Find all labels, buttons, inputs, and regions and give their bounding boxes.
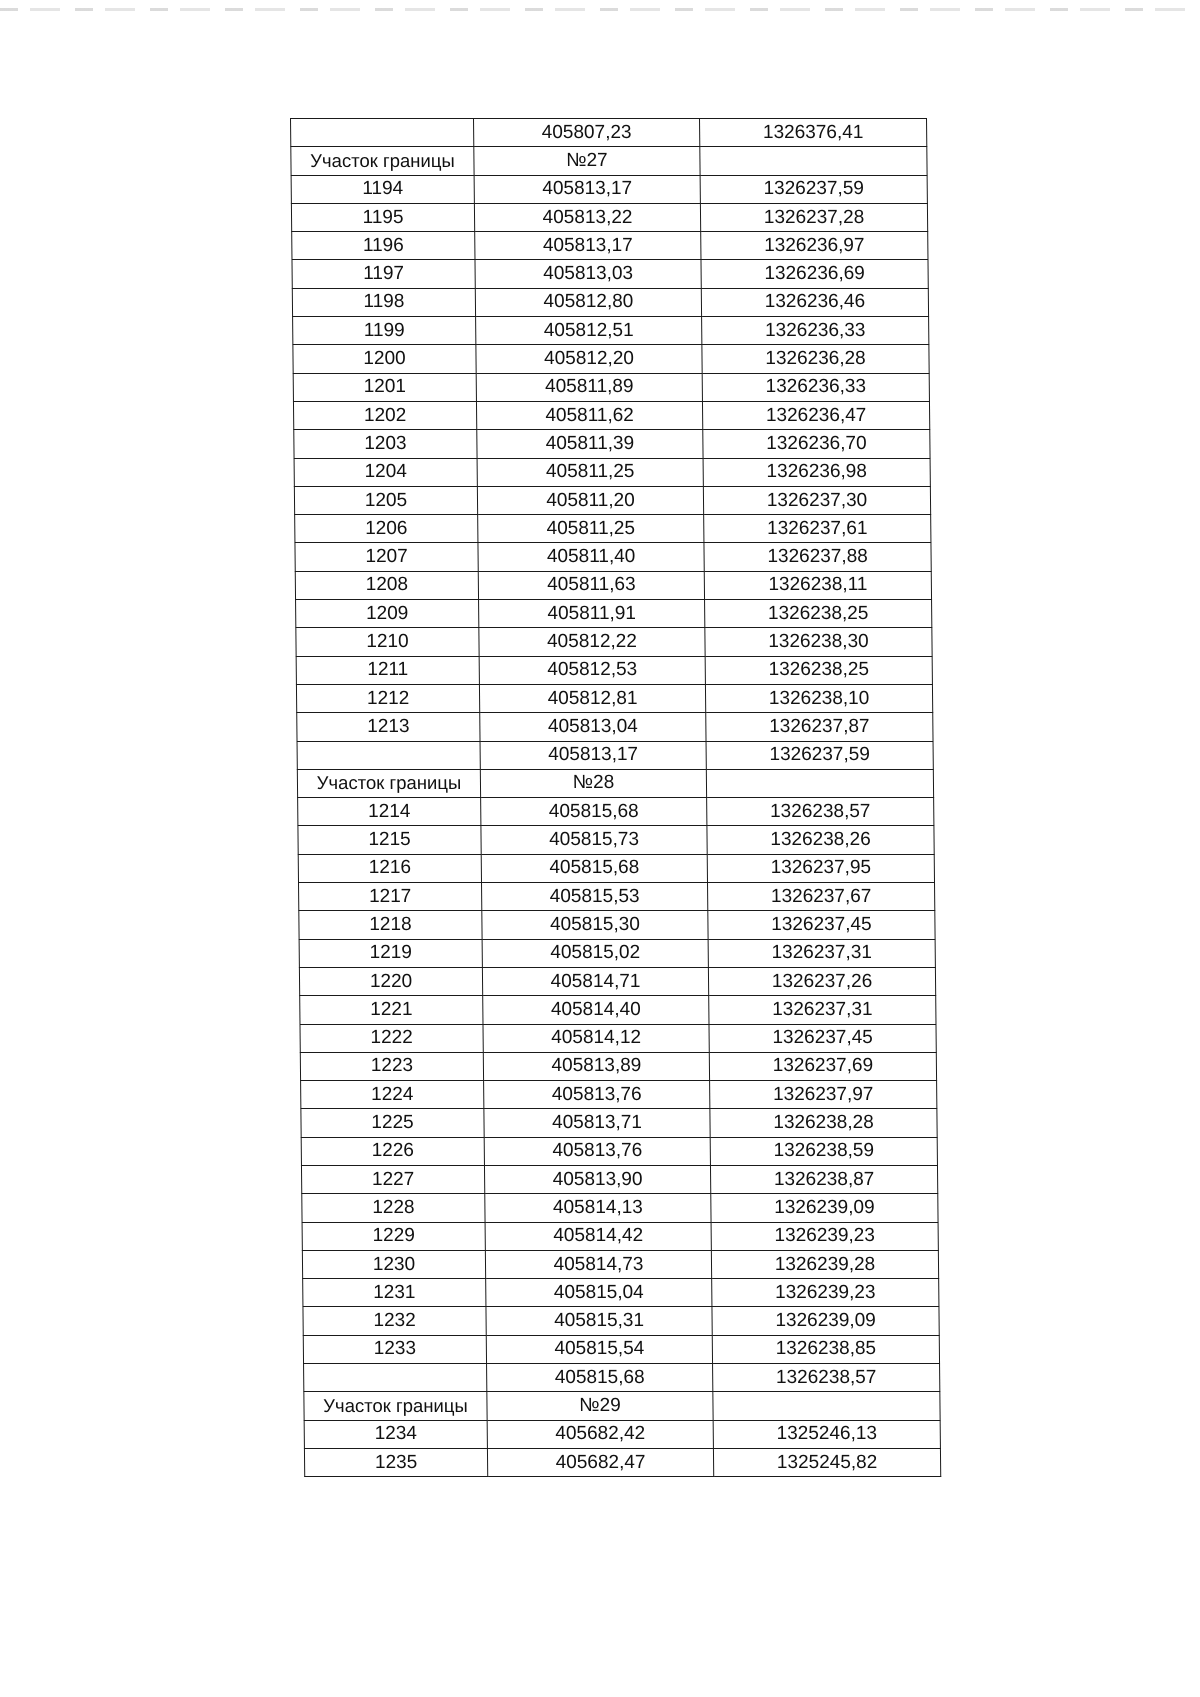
y-coordinate-cell: 1326237,59 [700, 175, 927, 203]
x-coordinate-cell: 405811,40 [478, 543, 704, 571]
point-number-cell: 1204 [294, 458, 477, 486]
x-coordinate-cell: 405813,90 [484, 1165, 710, 1193]
table-row [299, 911, 935, 939]
x-coordinate-cell: 405811,89 [476, 373, 702, 401]
x-coordinate-cell: 405814,12 [483, 1024, 709, 1052]
y-coordinate-cell: 1326238,11 [704, 571, 931, 599]
table-row [304, 1420, 940, 1448]
x-coordinate-cell: 405812,20 [476, 345, 702, 373]
x-coordinate-cell: 405811,20 [477, 486, 703, 514]
point-number-cell: 1197 [292, 260, 475, 288]
section-label-cell: Участок границы [297, 769, 480, 797]
point-number-cell: 1213 [297, 713, 480, 741]
point-number-cell: 1196 [292, 232, 475, 260]
y-coordinate-cell: 1326236,33 [702, 317, 929, 345]
table-row [294, 486, 930, 514]
table-row [292, 288, 928, 316]
table-row [293, 345, 929, 373]
point-number-cell: 1231 [303, 1279, 486, 1307]
y-coordinate-cell: 1326237,69 [709, 1052, 936, 1080]
y-coordinate-cell: 1326239,23 [711, 1222, 938, 1250]
y-coordinate-cell: 1326237,28 [700, 203, 927, 231]
table-row [294, 458, 930, 486]
point-number-cell: 1227 [301, 1165, 484, 1193]
y-coordinate-cell: 1326236,98 [703, 458, 930, 486]
point-number-cell: 1222 [300, 1024, 483, 1052]
point-number-cell: 1235 [304, 1448, 487, 1476]
y-coordinate-cell: 1326376,41 [700, 119, 927, 147]
table-row [298, 826, 934, 854]
table-row [300, 1052, 936, 1080]
y-coordinate-cell: 1326238,85 [712, 1335, 939, 1363]
coordinates-table [290, 118, 941, 1477]
x-coordinate-cell: 405813,89 [483, 1052, 709, 1080]
point-number-cell [291, 119, 474, 147]
point-number-cell: 1206 [295, 515, 478, 543]
table-row [294, 430, 930, 458]
table-row [301, 1137, 937, 1165]
point-number-cell: 1217 [299, 883, 482, 911]
y-coordinate-cell: 1326238,59 [710, 1137, 937, 1165]
table-row [295, 571, 931, 599]
x-coordinate-cell: 405811,25 [478, 515, 704, 543]
y-coordinate-cell: 1325246,13 [713, 1420, 940, 1448]
table-row [300, 996, 936, 1024]
x-coordinate-cell: 405814,73 [485, 1250, 711, 1278]
table-row [293, 401, 929, 429]
point-number-cell: 1209 [296, 600, 479, 628]
y-coordinate-cell: 1326237,88 [704, 543, 931, 571]
table-row [291, 203, 927, 231]
table-row [302, 1250, 938, 1278]
section-header-row [297, 769, 933, 797]
section-label-cell: Участок границы [291, 147, 474, 175]
x-coordinate-cell: 405815,04 [486, 1279, 712, 1307]
table-row [291, 175, 927, 203]
point-number-cell [304, 1364, 487, 1392]
point-number-cell: 1230 [302, 1250, 485, 1278]
x-coordinate-cell: 405814,42 [485, 1222, 711, 1250]
empty-cell [706, 769, 933, 797]
x-coordinate-cell: 405811,91 [479, 600, 705, 628]
x-coordinate-cell: 405813,71 [484, 1109, 710, 1137]
table-row [303, 1307, 939, 1335]
x-coordinate-cell: 405813,17 [474, 175, 700, 203]
y-coordinate-cell: 1326236,69 [701, 260, 928, 288]
x-coordinate-cell: 405815,68 [487, 1364, 713, 1392]
x-coordinate-cell: 405813,76 [484, 1081, 710, 1109]
x-coordinate-cell: 405815,53 [482, 883, 708, 911]
y-coordinate-cell: 1326238,28 [710, 1109, 937, 1137]
point-number-cell: 1211 [296, 656, 479, 684]
x-coordinate-cell: 405815,73 [481, 826, 707, 854]
x-coordinate-cell: 405812,51 [476, 317, 702, 345]
point-number-cell: 1219 [299, 939, 482, 967]
y-coordinate-cell: 1326237,87 [706, 713, 933, 741]
x-coordinate-cell: 405682,47 [487, 1448, 713, 1476]
y-coordinate-cell: 1326239,23 [712, 1279, 939, 1307]
table-row [297, 713, 933, 741]
section-header-row [304, 1392, 940, 1420]
y-coordinate-cell: 1326239,09 [711, 1194, 938, 1222]
x-coordinate-cell: 405813,22 [474, 203, 700, 231]
table-row [296, 656, 932, 684]
point-number-cell: 1224 [301, 1081, 484, 1109]
table-row [302, 1194, 938, 1222]
table-row [292, 260, 928, 288]
table-row [296, 684, 932, 712]
x-coordinate-cell: 405812,81 [479, 684, 705, 712]
point-number-cell: 1199 [293, 317, 476, 345]
y-coordinate-cell: 1326237,26 [708, 967, 935, 995]
y-coordinate-cell: 1326238,10 [705, 684, 932, 712]
table-row [299, 883, 935, 911]
x-coordinate-cell: 405813,04 [480, 713, 706, 741]
y-coordinate-cell: 1326237,95 [707, 854, 934, 882]
x-coordinate-cell: 405682,42 [487, 1420, 713, 1448]
point-number-cell: 1218 [299, 911, 482, 939]
y-coordinate-cell: 1326238,57 [707, 798, 934, 826]
point-number-cell: 1208 [295, 571, 478, 599]
empty-cell [713, 1392, 940, 1420]
section-number-cell: №28 [480, 769, 706, 797]
section-label-cell: Участок границы [304, 1392, 487, 1420]
point-number-cell: 1195 [291, 203, 474, 231]
y-coordinate-cell: 1326236,28 [702, 345, 929, 373]
point-number-cell: 1223 [300, 1052, 483, 1080]
y-coordinate-cell: 1326236,97 [701, 232, 928, 260]
table-row [293, 373, 929, 401]
y-coordinate-cell: 1326236,33 [702, 373, 929, 401]
y-coordinate-cell: 1326236,47 [702, 401, 929, 429]
point-number-cell: 1225 [301, 1109, 484, 1137]
point-number-cell [297, 741, 480, 769]
y-coordinate-cell: 1326238,87 [710, 1165, 937, 1193]
y-coordinate-cell: 1326238,25 [705, 656, 932, 684]
section-number-cell: №27 [474, 147, 700, 175]
x-coordinate-cell: 405811,62 [476, 401, 702, 429]
y-coordinate-cell: 1326239,09 [712, 1307, 939, 1335]
table-row [291, 119, 927, 147]
table-row [298, 854, 934, 882]
y-coordinate-cell: 1326237,59 [706, 741, 933, 769]
y-coordinate-cell: 1326238,25 [705, 600, 932, 628]
table-row [298, 798, 934, 826]
point-number-cell: 1229 [302, 1222, 485, 1250]
point-number-cell: 1212 [296, 684, 479, 712]
table-row [292, 232, 928, 260]
table-row [296, 600, 932, 628]
x-coordinate-cell: 405814,13 [485, 1194, 711, 1222]
point-number-cell: 1232 [303, 1307, 486, 1335]
table-row [297, 741, 933, 769]
point-number-cell: 1216 [298, 854, 481, 882]
point-number-cell: 1220 [299, 967, 482, 995]
table-row [299, 967, 935, 995]
x-coordinate-cell: 405815,68 [481, 854, 707, 882]
x-coordinate-cell: 405815,31 [486, 1307, 712, 1335]
x-coordinate-cell: 405814,40 [483, 996, 709, 1024]
x-coordinate-cell: 405811,39 [477, 430, 703, 458]
x-coordinate-cell: 405814,71 [482, 967, 708, 995]
y-coordinate-cell: 1326238,26 [707, 826, 934, 854]
x-coordinate-cell: 405813,76 [484, 1137, 710, 1165]
x-coordinate-cell: 405813,17 [475, 232, 701, 260]
y-coordinate-cell: 1326236,46 [701, 288, 928, 316]
x-coordinate-cell: 405811,63 [478, 571, 704, 599]
y-coordinate-cell: 1326237,31 [709, 996, 936, 1024]
x-coordinate-cell: 405811,25 [477, 458, 703, 486]
x-coordinate-cell: 405807,23 [474, 119, 700, 147]
y-coordinate-cell: 1326237,31 [708, 939, 935, 967]
table-row [304, 1364, 940, 1392]
point-number-cell: 1207 [295, 543, 478, 571]
point-number-cell: 1203 [294, 430, 477, 458]
y-coordinate-cell: 1326237,61 [704, 515, 931, 543]
y-coordinate-cell: 1325245,82 [713, 1448, 940, 1476]
table-row [293, 317, 929, 345]
coordinates-table-container [290, 118, 940, 1477]
point-number-cell: 1215 [298, 826, 481, 854]
x-coordinate-cell: 405815,30 [482, 911, 708, 939]
point-number-cell: 1234 [304, 1420, 487, 1448]
x-coordinate-cell: 405813,17 [480, 741, 706, 769]
point-number-cell: 1201 [293, 373, 476, 401]
point-number-cell: 1228 [302, 1194, 485, 1222]
x-coordinate-cell: 405815,54 [486, 1335, 712, 1363]
table-row [300, 1024, 936, 1052]
y-coordinate-cell: 1326237,45 [709, 1024, 936, 1052]
point-number-cell: 1221 [300, 996, 483, 1024]
point-number-cell: 1205 [294, 486, 477, 514]
table-row [295, 515, 931, 543]
x-coordinate-cell: 405815,02 [482, 939, 708, 967]
coordinates-table-body [291, 119, 941, 1477]
x-coordinate-cell: 405812,22 [479, 628, 705, 656]
point-number-cell: 1210 [296, 628, 479, 656]
x-coordinate-cell: 405815,68 [481, 798, 707, 826]
table-row [299, 939, 935, 967]
table-row [301, 1081, 937, 1109]
x-coordinate-cell: 405813,03 [475, 260, 701, 288]
x-coordinate-cell: 405812,80 [475, 288, 701, 316]
point-number-cell: 1202 [293, 401, 476, 429]
point-number-cell: 1194 [291, 175, 474, 203]
point-number-cell: 1233 [303, 1335, 486, 1363]
table-row [296, 628, 932, 656]
table-row [304, 1448, 940, 1476]
point-number-cell: 1214 [298, 798, 481, 826]
y-coordinate-cell: 1326237,45 [708, 911, 935, 939]
x-coordinate-cell: 405812,53 [479, 656, 705, 684]
table-row [303, 1335, 939, 1363]
section-header-row [291, 147, 927, 175]
y-coordinate-cell: 1326239,28 [711, 1250, 938, 1278]
empty-cell [700, 147, 927, 175]
table-row [301, 1109, 937, 1137]
y-coordinate-cell: 1326238,30 [705, 628, 932, 656]
scan-edge-artifact [0, 8, 1200, 11]
y-coordinate-cell: 1326237,30 [703, 486, 930, 514]
y-coordinate-cell: 1326236,70 [703, 430, 930, 458]
section-number-cell: №29 [487, 1392, 713, 1420]
point-number-cell: 1198 [292, 288, 475, 316]
table-row [295, 543, 931, 571]
y-coordinate-cell: 1326237,67 [708, 883, 935, 911]
point-number-cell: 1200 [293, 345, 476, 373]
table-row [302, 1222, 938, 1250]
point-number-cell: 1226 [301, 1137, 484, 1165]
table-row [303, 1279, 939, 1307]
y-coordinate-cell: 1326237,97 [710, 1081, 937, 1109]
y-coordinate-cell: 1326238,57 [713, 1364, 940, 1392]
table-row [301, 1165, 937, 1193]
